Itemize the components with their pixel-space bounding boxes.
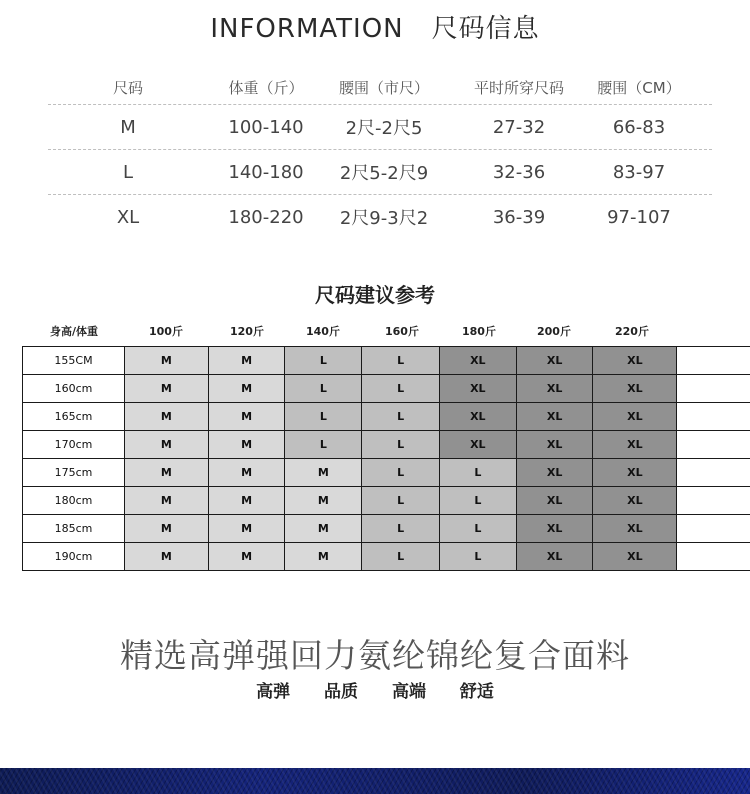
size-cell: L xyxy=(362,403,440,431)
size-cell: M xyxy=(125,487,209,515)
height-label xyxy=(23,543,125,571)
size-cell: XL xyxy=(516,543,593,571)
height-label-text: 190cm xyxy=(54,550,93,563)
blank-cell xyxy=(677,375,750,403)
cell-size: XL xyxy=(116,206,140,228)
size-cell: XL xyxy=(516,487,593,515)
size-cell: XL xyxy=(516,347,593,375)
header-usual-size: 平时所穿尺码 xyxy=(473,78,564,97)
size-cell: M xyxy=(285,459,362,487)
height-label-text: 170cm xyxy=(54,438,93,451)
weight-header: 200斤 xyxy=(537,325,571,338)
weight-header: 100斤 xyxy=(149,325,183,338)
size-cell: M xyxy=(208,543,285,571)
cell-size: M xyxy=(120,116,136,138)
blank-cell xyxy=(677,487,750,515)
size-cell: XL xyxy=(516,459,593,487)
size-cell: L xyxy=(362,543,440,571)
size-cell: L xyxy=(439,515,516,543)
size-cell: M xyxy=(285,543,362,571)
size-cell: XL xyxy=(516,403,593,431)
weight-header: 220斤 xyxy=(615,325,649,338)
height-label-text: 185cm xyxy=(54,522,93,535)
size-cell: XL xyxy=(593,515,677,543)
size-cell: XL xyxy=(439,431,516,459)
size-cell: M xyxy=(208,487,285,515)
size-info-row xyxy=(48,149,712,194)
size-cell: M xyxy=(125,459,209,487)
recommendation-row xyxy=(23,487,750,515)
size-cell: XL xyxy=(593,375,677,403)
cell-usual-size: 27-32 xyxy=(492,116,546,138)
tag-comfort: 舒适 xyxy=(459,682,494,702)
height-label xyxy=(23,459,125,487)
size-cell: M xyxy=(208,347,285,375)
header-waist-chi: 腰围（市尺） xyxy=(338,78,429,97)
size-cell: XL xyxy=(439,403,516,431)
size-cell: L xyxy=(362,459,440,487)
blank-cell xyxy=(677,543,750,571)
size-cell: L xyxy=(362,487,440,515)
size-cell: L xyxy=(439,459,516,487)
size-cell: L xyxy=(439,543,516,571)
size-cell: L xyxy=(362,431,440,459)
size-cell: XL xyxy=(593,431,677,459)
size-cell: XL xyxy=(593,347,677,375)
header-size: 尺码 xyxy=(112,78,143,97)
weight-header: 140斤 xyxy=(306,325,340,338)
recommendation-row xyxy=(23,459,750,487)
cell-waist-chi: 2尺5-2尺9 xyxy=(339,163,429,184)
tag-premium: 高端 xyxy=(391,682,426,702)
page-title xyxy=(0,8,750,45)
recommendation-row xyxy=(23,375,750,403)
size-info-header-row xyxy=(48,70,712,104)
size-cell: M xyxy=(285,487,362,515)
recommendation-title: 尺码建议参考 xyxy=(315,283,435,307)
size-info-table xyxy=(48,70,712,239)
size-cell: L xyxy=(285,375,362,403)
blank-cell xyxy=(677,515,750,543)
cell-weight: 140-180 xyxy=(228,161,304,183)
blank-cell xyxy=(677,431,750,459)
size-cell: M xyxy=(285,515,362,543)
corner-label: 身高/体重 xyxy=(50,325,99,338)
height-label xyxy=(23,347,125,375)
size-info-row xyxy=(48,194,712,239)
feature-tags xyxy=(0,677,750,702)
title-english: INFORMATION xyxy=(210,14,404,44)
size-cell: M xyxy=(125,431,209,459)
size-cell: XL xyxy=(516,515,593,543)
size-cell: L xyxy=(285,347,362,375)
size-cell: M xyxy=(208,515,285,543)
size-cell: XL xyxy=(516,375,593,403)
recommendation-table xyxy=(22,346,750,571)
size-cell: M xyxy=(125,347,209,375)
size-cell: L xyxy=(362,347,440,375)
size-cell: M xyxy=(208,459,285,487)
height-label-text: 155CM xyxy=(54,354,93,367)
cell-waist-cm: 66-83 xyxy=(612,116,666,138)
height-label xyxy=(23,431,125,459)
size-cell: L xyxy=(285,431,362,459)
cell-waist-chi: 2尺9-3尺2 xyxy=(339,208,429,229)
size-cell: XL xyxy=(439,347,516,375)
height-label-text: 160cm xyxy=(54,382,93,395)
size-cell: L xyxy=(285,403,362,431)
size-cell: XL xyxy=(516,431,593,459)
height-label xyxy=(23,403,125,431)
header-waist-cm: 腰围（CM） xyxy=(597,78,681,97)
weight-header: 180斤 xyxy=(462,325,496,338)
size-cell: M xyxy=(125,515,209,543)
height-label-text: 165cm xyxy=(54,410,93,423)
cell-usual-size: 32-36 xyxy=(492,161,546,183)
size-cell: XL xyxy=(593,403,677,431)
height-label-text: 180cm xyxy=(54,494,93,507)
tag-high-elastic: 高弹 xyxy=(256,682,291,702)
size-cell: M xyxy=(125,543,209,571)
weight-header: 160斤 xyxy=(385,325,419,338)
blank-cell xyxy=(677,403,750,431)
header-weight: 体重（斤） xyxy=(228,78,304,97)
weight-header: 120斤 xyxy=(230,325,264,338)
size-cell: XL xyxy=(593,487,677,515)
size-cell: M xyxy=(125,403,209,431)
recommendation-row xyxy=(23,431,750,459)
cell-waist-chi: 2尺-2尺5 xyxy=(345,118,423,139)
height-label xyxy=(23,515,125,543)
size-cell: XL xyxy=(593,459,677,487)
size-cell: L xyxy=(439,487,516,515)
recommendation-row xyxy=(23,347,750,375)
tag-quality: 品质 xyxy=(324,682,359,702)
cell-waist-cm: 97-107 xyxy=(607,206,671,228)
size-cell: XL xyxy=(439,375,516,403)
recommendation-row xyxy=(23,403,750,431)
cell-usual-size: 36-39 xyxy=(492,206,546,228)
cell-size: L xyxy=(122,161,134,183)
height-label-text: 175cm xyxy=(54,466,93,479)
size-cell: L xyxy=(362,375,440,403)
size-cell: M xyxy=(125,375,209,403)
recommendation-row xyxy=(23,543,750,571)
size-info-row xyxy=(48,104,712,149)
cell-waist-cm: 83-97 xyxy=(612,161,666,183)
size-cell: M xyxy=(208,431,285,459)
size-cell: XL xyxy=(593,543,677,571)
size-cell: M xyxy=(208,403,285,431)
title-chinese: 尺码信息 xyxy=(431,14,540,44)
size-cell: L xyxy=(362,515,440,543)
blank-cell xyxy=(677,347,750,375)
height-label xyxy=(23,375,125,403)
cell-weight: 180-220 xyxy=(228,206,304,228)
cell-weight: 100-140 xyxy=(228,116,304,138)
fabric-slogan: 精选高弹强回力氨纶锦纶复合面料 xyxy=(120,636,630,675)
height-label xyxy=(23,487,125,515)
blank-cell xyxy=(677,459,750,487)
fabric-texture-image xyxy=(0,768,750,794)
recommendation-row xyxy=(23,515,750,543)
size-cell: M xyxy=(208,375,285,403)
